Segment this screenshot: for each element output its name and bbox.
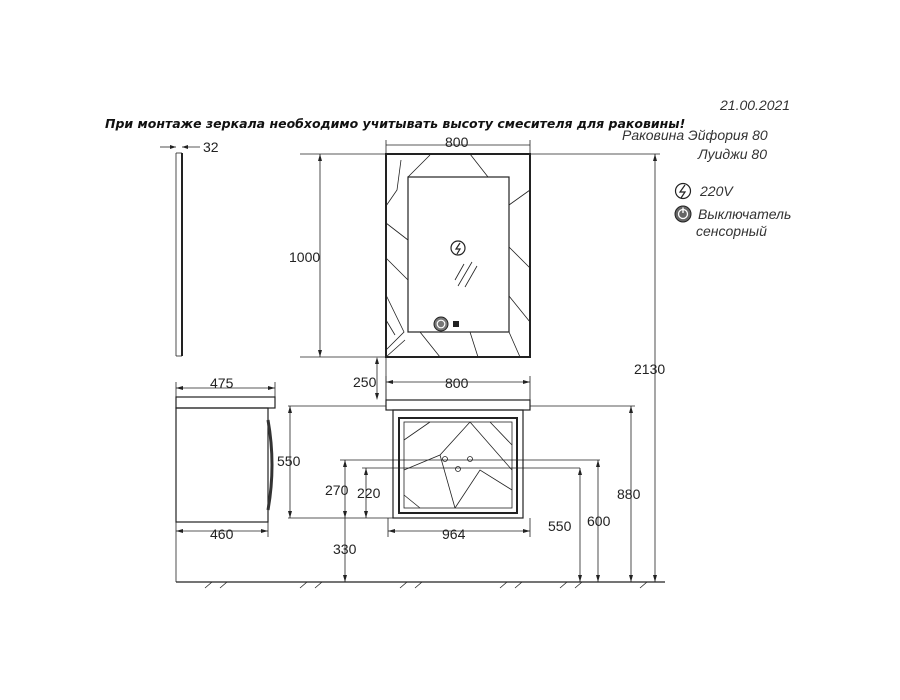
mirror-front-view xyxy=(300,140,530,357)
dim-floor-clearance: 330 xyxy=(333,541,357,557)
installation-note: При монтаже зеркала необходимо учитывать высоту смесителя для раковины! xyxy=(105,116,686,131)
dim-mirror-depth: 32 xyxy=(203,139,219,155)
dim-height-220: 220 xyxy=(357,485,381,501)
floor-line xyxy=(176,582,665,588)
dim-height-270: 270 xyxy=(325,482,349,498)
dim-cabinet-depth-top: 475 xyxy=(210,375,234,391)
dim-mirror-height: 1000 xyxy=(289,249,321,265)
dim-total-height: 2130 xyxy=(634,361,666,377)
switch-label-1: Выключатель xyxy=(698,206,792,222)
dim-cabinet-depth-bottom: 460 xyxy=(210,526,234,542)
sink-label: Раковина Эйфория 80 xyxy=(622,127,768,143)
dim-gap-mirror-cabinet: 250 xyxy=(353,374,377,390)
lightning-icon xyxy=(676,184,691,199)
dim-height-550-floor: 550 xyxy=(548,518,572,534)
top-cut-text: 21.00.2021 xyxy=(720,97,791,113)
dim-mirror-width: 800 xyxy=(445,134,469,150)
power-button-icon xyxy=(675,206,691,222)
mirror-side-view xyxy=(160,145,200,356)
dim-cabinet-width: 800 xyxy=(445,375,469,391)
cabinet-side-view xyxy=(176,382,275,582)
dim-cabinet-height: 550 xyxy=(277,453,301,469)
switch-label-2: сенсорный xyxy=(696,223,767,239)
dim-height-880: 880 xyxy=(617,486,641,502)
dim-mount-width: 964 xyxy=(442,526,466,542)
dim-height-600: 600 xyxy=(587,513,611,529)
sink-label-2: Луиджи 80 xyxy=(698,146,768,162)
power-label: 220V xyxy=(700,183,733,199)
